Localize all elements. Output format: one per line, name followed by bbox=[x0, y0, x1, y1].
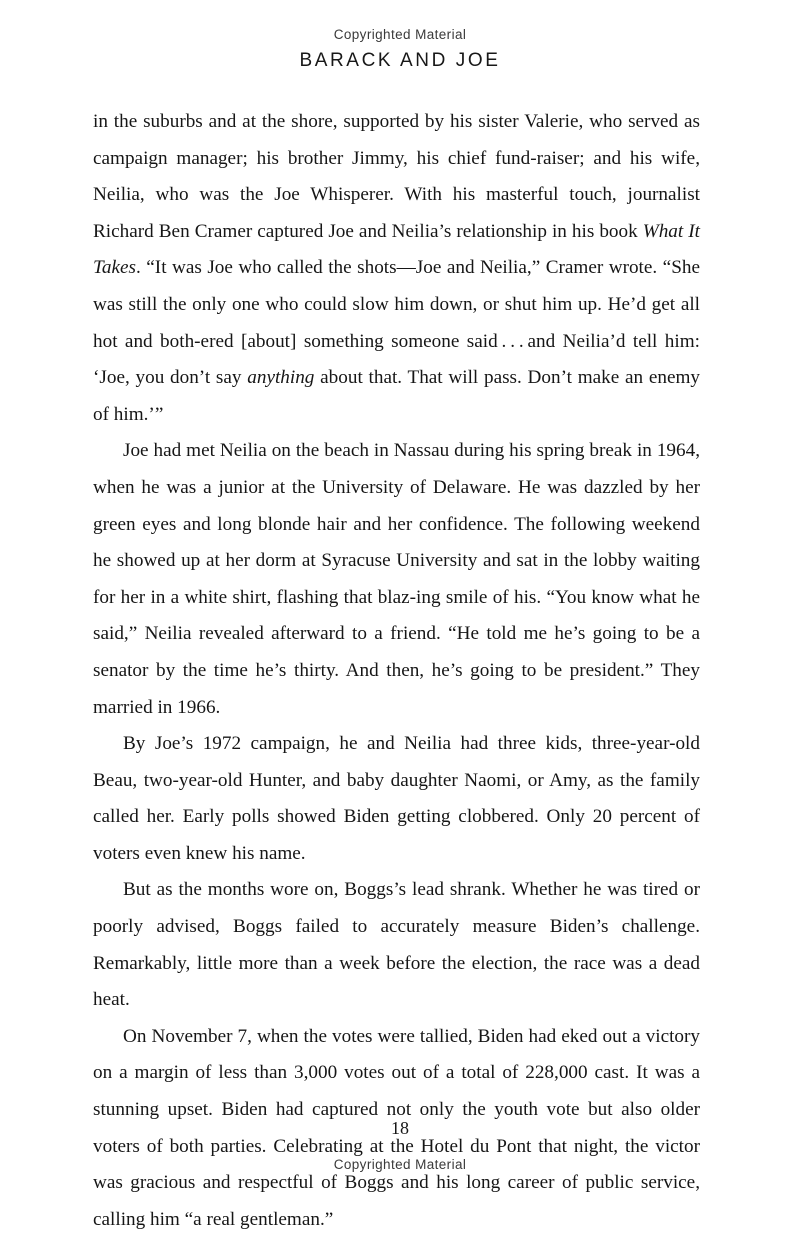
paragraph-3: By Joe’s 1972 campaign, he and Neilia had three kids, three-year-old Beau, two-year-old Hunter, and baby daughter Naomi, or Amy, as the family called her. Early polls showed Biden getting clobbered. Only 20 percent of voters even knew his name. bbox=[93, 733, 700, 864]
copyright-watermark-top: Copyrighted Material bbox=[333, 27, 467, 42]
paragraph-5: On November 7, when the votes were tallied, Biden had eked out a victory on a margin of less than 3,000 votes out of a total of 228,000 cast. It was a stunning upset. Biden had captured not only the youth vote but also older voters of both parties. Celebrating at the Hotel du Pont that night, the victor was gracious and respectful of Boggs and his long career of public service, calling him “a real gentleman.” bbox=[93, 1025, 700, 1230]
copyright-watermark-bottom: Copyrighted Material bbox=[333, 1157, 467, 1172]
running-head-title: BARACK AND JOE bbox=[299, 50, 501, 71]
body-text-block bbox=[93, 104, 700, 1238]
paragraph-2: Joe had met Neilia on the beach in Nassau during his spring break in 1964, when he was a junior at the University of Delaware. He was dazzled by her green eyes and long blonde hair and her confidence. The following weekend he showed up at her dorm at Syracuse University and sat in the lobby waiting for her in a white shirt, flashing that blaz-ing smile of his. “You know what he said,” Neilia revealed afterward to a friend. “He told me he’s going to be a senator by the time he’s thirty. And then, he’s going to be president.” They married in 1966. bbox=[93, 440, 700, 718]
paragraph-1: in the suburbs and at the shore, supported by his sister Valerie, who served as campaign manager; his brother Jimmy, his chief fund-raiser; and his wife, Neilia, who was the Joe Whisperer. With his masterful touch, journalist Richard Ben Cramer captured Joe and Neilia’s relationship in his book What It Takes. “It was Joe who called the shots—Joe and Neilia,” Cramer wrote. “She was still the only one who could slow him down, or shut him up. He’d get all hot and both-ered [about] something someone said . . . and Neilia’d tell him: ‘Joe, you don’t say anything about that. That will pass. Don’t make an enemy of him.’” bbox=[93, 111, 700, 425]
paragraph-4: But as the months wore on, Boggs’s lead shrank. Whether he was tired or poorly advised, Boggs failed to accurately measure Biden’s challenge. Remarkably, little more than a week before the election, the race was a dead heat. bbox=[93, 879, 700, 1011]
page-number: 18 bbox=[391, 1118, 409, 1138]
